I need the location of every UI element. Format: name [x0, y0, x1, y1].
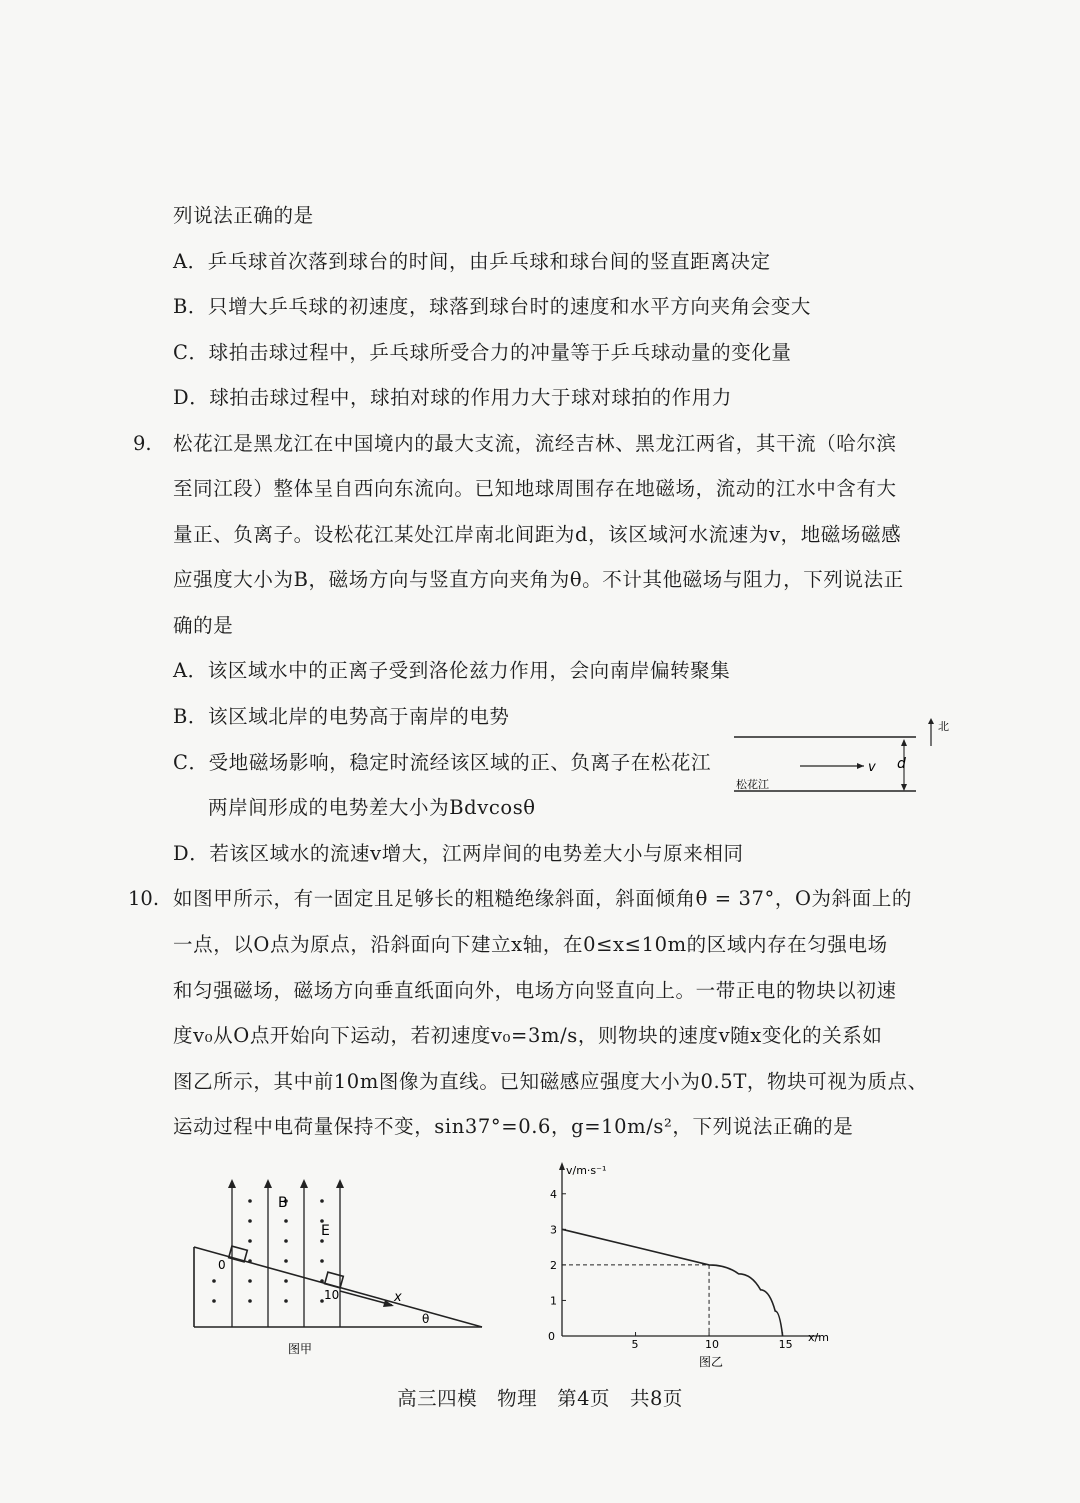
- q9-stem-line: 应强度大小为B，磁场方向与竖直方向夹角为θ。不计其他磁场与阻力，下列说法正: [173, 568, 904, 591]
- y-tick-label: 1: [550, 1294, 557, 1308]
- north-label: 北: [938, 720, 949, 733]
- o-label: 0: [218, 1258, 226, 1272]
- q9-number: 9.: [133, 432, 152, 455]
- x-tick-label: 15: [778, 1338, 793, 1351]
- x-tick-label: 5: [631, 1338, 639, 1351]
- y-tick-label: 2: [550, 1258, 557, 1272]
- v-label: v: [868, 760, 876, 775]
- d-arrow-up: [901, 739, 907, 746]
- north-arrowhead: [928, 718, 934, 724]
- b-label: B: [278, 1195, 288, 1211]
- river-label: 松花江: [736, 778, 769, 791]
- q9-stem-line: 松花江是黑龙江在中国境内的最大支流，流经吉林、黑龙江两省，其干流（哈尔滨: [173, 432, 897, 455]
- q9-stem-line: 量正、负离子。设松花江某处江岸南北间距为d，该区域河水流速为v，地磁场磁感: [173, 523, 902, 546]
- x-axis-label: x/m: [808, 1331, 829, 1344]
- q9-option-b: B．该区域北岸的电势高于南岸的电势: [173, 705, 510, 728]
- d-label: d: [897, 756, 906, 772]
- q10-number: 10.: [128, 887, 160, 910]
- y-tick-label: 4: [550, 1187, 557, 1201]
- q8-option-a: A．乒乓球首次落到球台的时间，由乒乓球和球台间的竖直距离决定: [173, 250, 771, 273]
- field-arrowheads: [228, 1179, 344, 1188]
- q8-option-c: C．球拍击球过程中，乒乓球所受合力的冲量等于乒乓球动量的变化量: [173, 341, 792, 364]
- figure-vx-chart: [540, 1160, 830, 1370]
- y-tick-label: 3: [550, 1223, 557, 1237]
- q10-stem-line: 度v₀从O点开始向下运动，若初速度v₀=3m/s，则物块的速度v随x变化的关系如: [173, 1024, 883, 1047]
- q9-option-a: A．该区域水中的正离子受到洛伦兹力作用，会向南岸偏转聚集: [173, 659, 731, 682]
- y-axis-arrowhead: [559, 1162, 565, 1170]
- theta-label: θ: [422, 1312, 430, 1326]
- q9-option-c-cont: 两岸间形成的电势差大小为Bdvcosθ: [208, 796, 536, 819]
- page-footer: 高三四模 物理 第4页 共8页: [397, 1387, 683, 1410]
- v-x-curve: [562, 1229, 783, 1336]
- q10-stem-line: 一点，以O点为原点，沿斜面向下建立x轴，在0≤x≤10m的区域内存在匀强电场: [173, 933, 888, 956]
- q9-option-c: C．受地磁场影响，稳定时流经该区域的正、负离子在松花江: [173, 751, 712, 774]
- q10-stem-line: 运动过程中电荷量保持不变，sin37°=0.6，g=10m/s²，下列说法正确的是: [173, 1115, 854, 1138]
- d-arrow-down: [901, 784, 907, 791]
- figure-incline: [180, 1175, 500, 1365]
- q9-stem-line: 至同江段）整体呈自西向东流向。已知地球周围存在地磁场，流动的江水中含有大: [173, 477, 897, 500]
- fig-b-caption: 图乙: [699, 1355, 724, 1369]
- origin-label: 0: [548, 1330, 555, 1343]
- q9-stem-line: 确的是: [173, 614, 234, 637]
- e-label: E: [321, 1223, 330, 1239]
- q8-stem-tail: 列说法正确的是: [173, 204, 314, 227]
- y-axis-label: v/m·s⁻¹: [566, 1164, 607, 1177]
- q8-option-b: B．只增大乒乓球的初速度，球落到球台时的速度和水平方向夹角会变大: [173, 295, 812, 318]
- q10-stem-line: 如图甲所示，有一固定且足够长的粗糙绝缘斜面，斜面倾角θ = 37°，O为斜面上的: [173, 887, 913, 910]
- flow-arrowhead: [857, 763, 864, 769]
- x-tick-label: 10: [705, 1338, 720, 1351]
- fig-a-caption: 图甲: [288, 1342, 313, 1356]
- q10-stem-line: 和匀强磁场，磁场方向垂直纸面向外，电场方向竖直向上。一带正电的物块以初速: [173, 979, 897, 1002]
- x-label: x: [394, 1290, 402, 1305]
- river-figure: [728, 712, 958, 798]
- ten-label: 10: [324, 1288, 340, 1302]
- q8-option-d: D．球拍击球过程中，球拍对球的作用力大于球对球拍的作用力: [173, 386, 732, 409]
- q9-option-d: D．若该区域水的流速v增大，江两岸间的电势差大小与原来相同: [173, 842, 744, 865]
- q10-stem-line: 图乙所示，其中前10m图像为直线。已知磁感应强度大小为0.5T，物块可视为质点、: [173, 1070, 928, 1093]
